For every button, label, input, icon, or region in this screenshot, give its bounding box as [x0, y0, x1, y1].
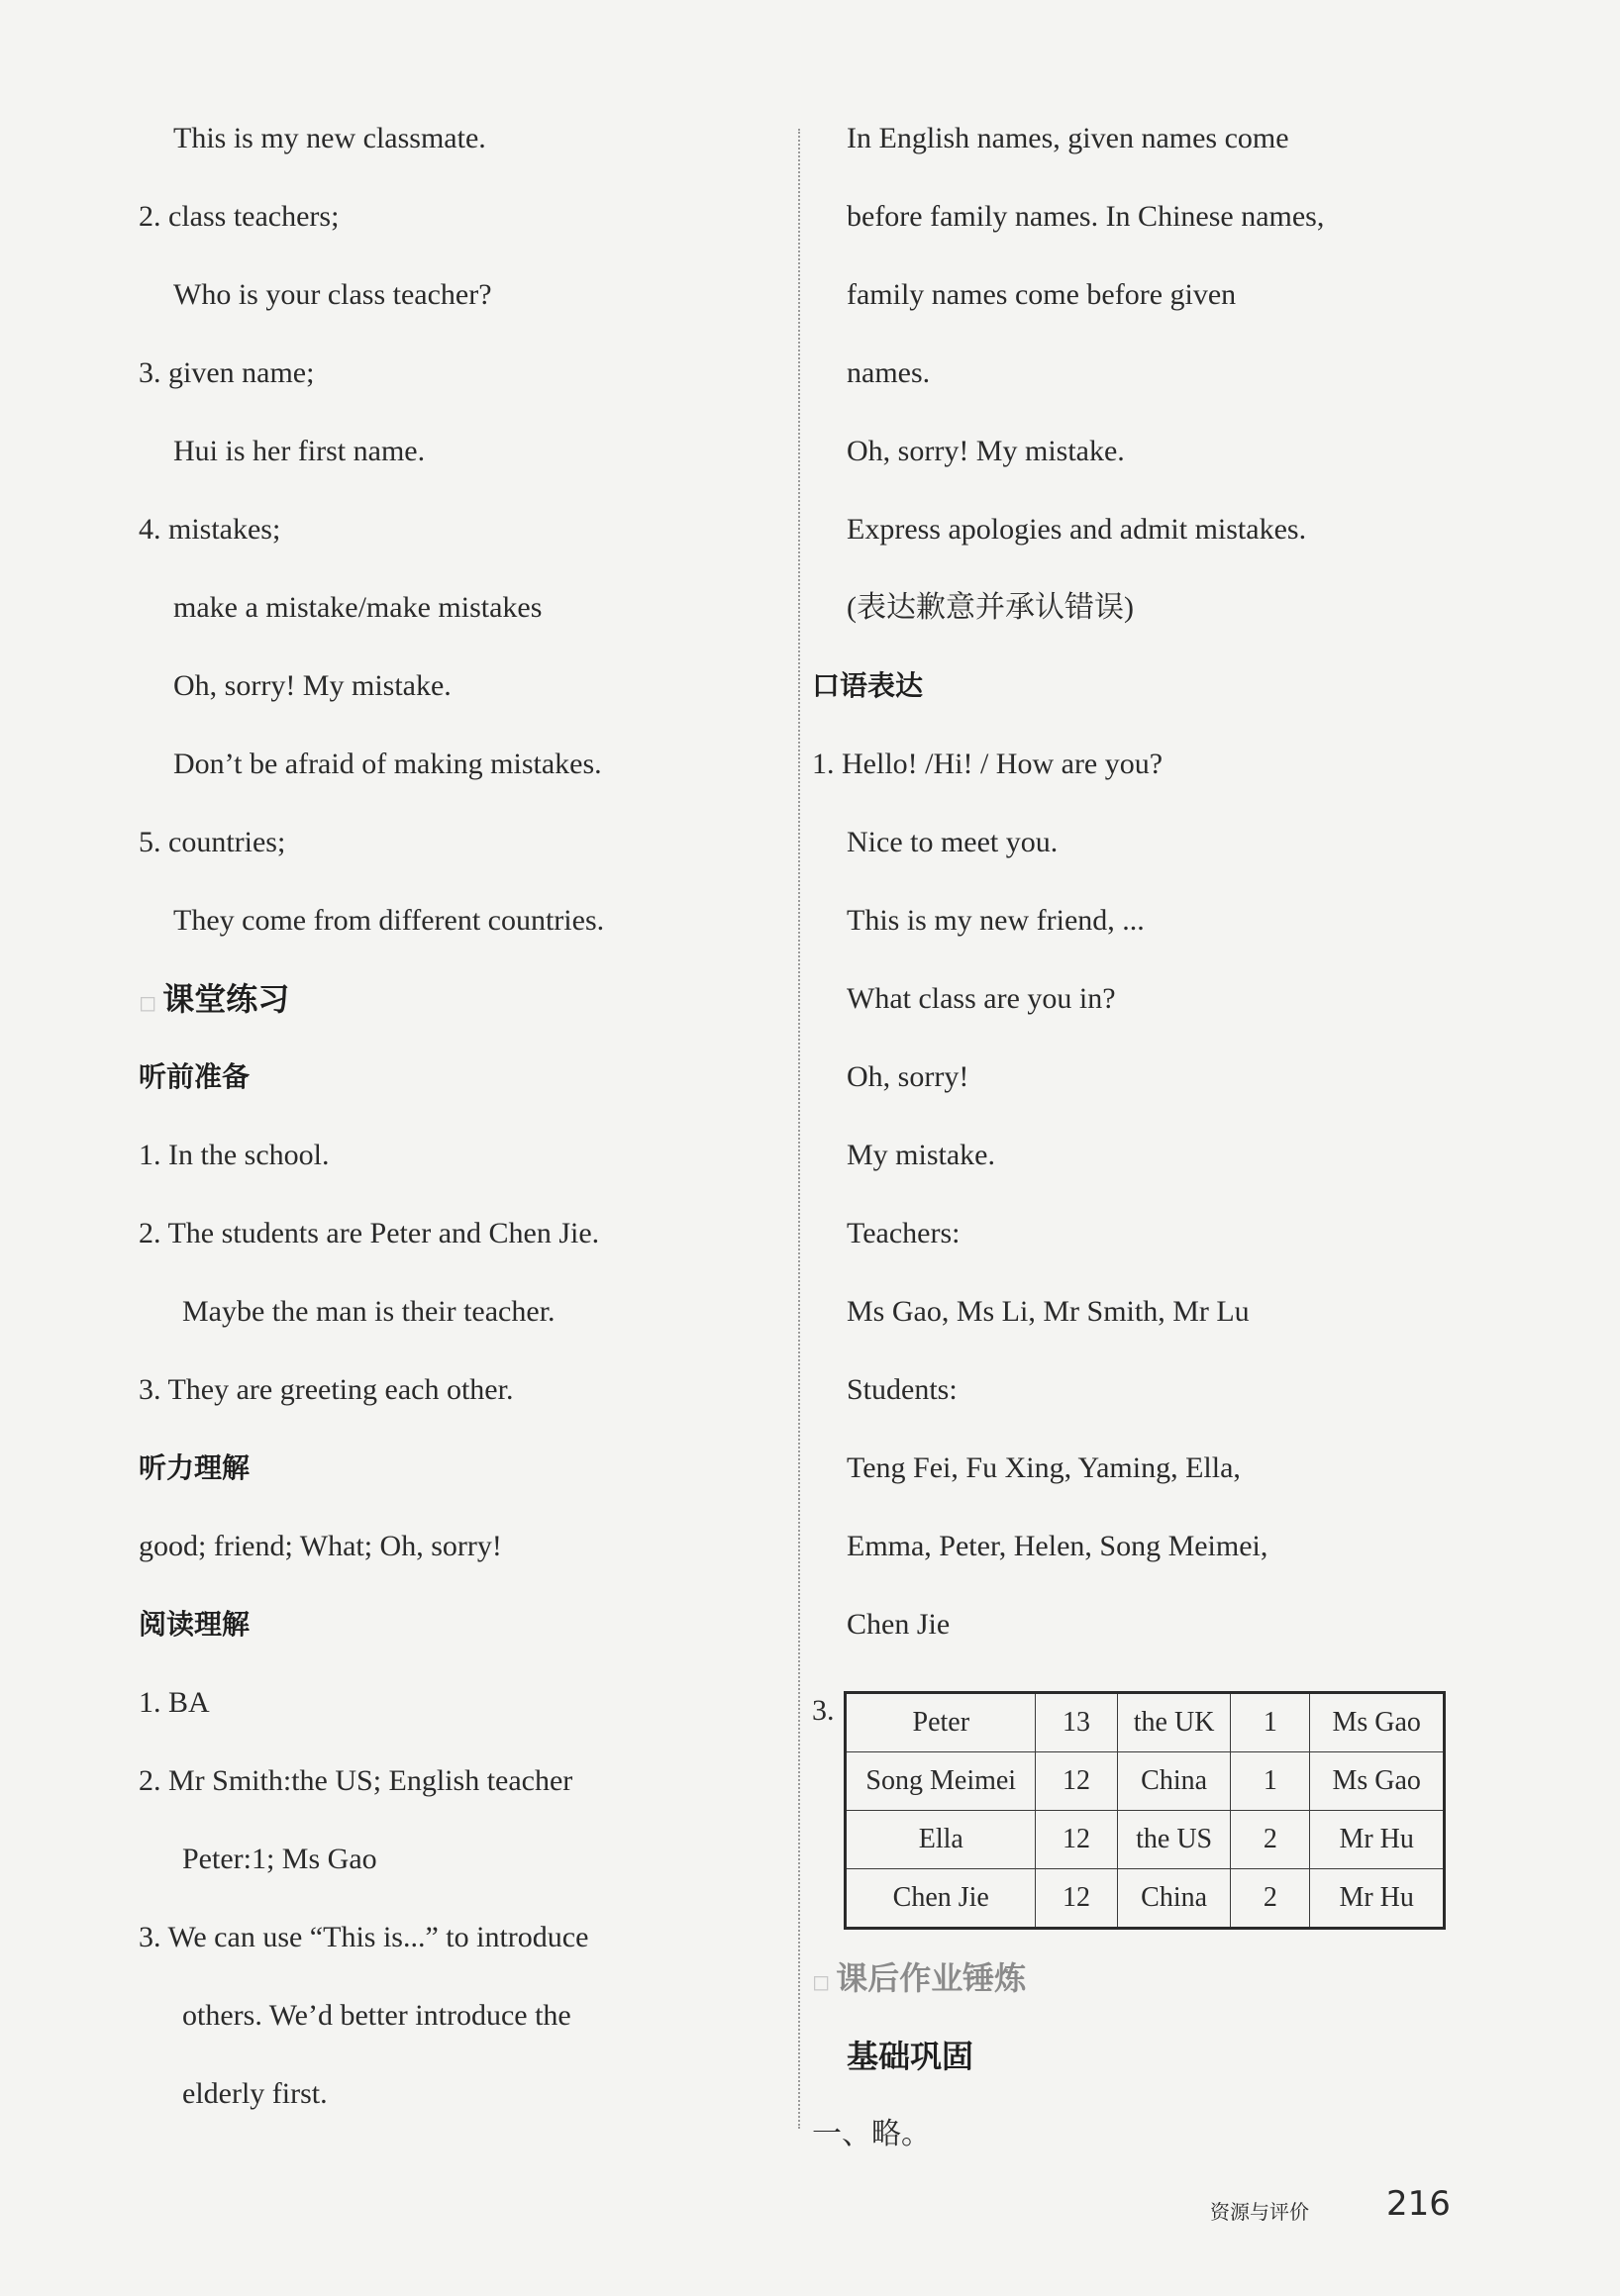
country-cell: China: [1117, 1869, 1230, 1929]
answer-table-block: [812, 1691, 1446, 1958]
name-cell: Chen Jie: [846, 1869, 1036, 1929]
table-row: [846, 1693, 1445, 1752]
name-cell: Ella: [846, 1811, 1036, 1869]
class-cell: 1: [1231, 1693, 1310, 1752]
vocab-line: They come from different countries.: [173, 904, 605, 937]
answer-line: Chen Jie: [847, 1608, 951, 1641]
table-row: [846, 1869, 1445, 1929]
country-cell: the US: [1117, 1811, 1230, 1869]
vocab-line: 2. class teachers;: [139, 200, 340, 233]
vocab-line: 4. mistakes;: [139, 513, 281, 546]
text-line: before family names. In Chinese names,: [847, 200, 1325, 233]
subsection-title-basics: 基础巩固: [847, 2038, 974, 2075]
answer-line: 3. They are greeting each other.: [139, 1373, 514, 1406]
answer-line: Teachers:: [847, 1217, 961, 1249]
table-number: 3.: [812, 1694, 835, 1727]
vocab-line: Oh, sorry! My mistake.: [173, 669, 452, 702]
table-row: [846, 1752, 1445, 1811]
answer-line: This is my new friend, ...: [847, 904, 1145, 937]
answer-line: Nice to meet you.: [847, 826, 1059, 858]
right-column: [812, 119, 1446, 2193]
teacher-cell: Ms Gao: [1310, 1693, 1445, 1752]
answer-line: 2. Mr Smith:the US; English teacher: [139, 1764, 573, 1797]
section-title-homework: [812, 1958, 1446, 2037]
vocab-line: This is my new classmate.: [173, 122, 486, 154]
section-title-classroom-practice: [139, 979, 792, 1057]
age-cell: 12: [1036, 1752, 1118, 1811]
country-cell: the UK: [1117, 1693, 1230, 1752]
answer-line: Students:: [847, 1373, 958, 1406]
answer-line: 2. The students are Peter and Chen Jie.: [139, 1217, 600, 1249]
subsection-title-oral-expression: 口语表达: [812, 669, 924, 702]
vocab-line: Don’t be afraid of making mistakes.: [173, 748, 602, 780]
answer-line: 3. We can use “This is...” to introduce: [139, 1921, 589, 1953]
age-cell: 12: [1036, 1869, 1118, 1929]
text-line: Oh, sorry! My mistake.: [847, 435, 1125, 467]
answer-line: Peter:1; Ms Gao: [182, 1843, 377, 1875]
vocab-line: Who is your class teacher?: [173, 278, 492, 311]
answer-line: 1. BA: [139, 1686, 210, 1719]
vocab-line: make a mistake/make mistakes: [173, 591, 543, 624]
class-cell: 2: [1231, 1811, 1310, 1869]
answer-line: Maybe the man is their teacher.: [182, 1295, 556, 1328]
answer-line: 一、略。: [812, 2118, 931, 2150]
subsection-title-reading: 阅读理解: [139, 1608, 251, 1641]
text-line: Express apologies and admit mistakes.: [847, 513, 1307, 546]
teacher-cell: Mr Hu: [1310, 1869, 1445, 1929]
answer-table: [844, 1691, 1446, 1930]
column-divider: [798, 129, 800, 2129]
answer-line: 1. Hello! /Hi! / How are you?: [812, 748, 1164, 780]
answer-line: Ms Gao, Ms Li, Mr Smith, Mr Lu: [847, 1295, 1250, 1328]
answer-line: 1. In the school.: [139, 1139, 330, 1171]
left-column: [139, 119, 792, 2152]
answer-line: Teng Fei, Fu Xing, Yaming, Ella,: [847, 1451, 1241, 1484]
country-cell: China: [1117, 1752, 1230, 1811]
text-line: (表达歉意并承认错误): [847, 591, 1134, 624]
age-cell: 13: [1036, 1693, 1118, 1752]
section-title-text: 课堂练习: [162, 980, 290, 1018]
vocab-line: 3. given name;: [139, 356, 315, 389]
age-cell: 12: [1036, 1811, 1118, 1869]
answer-line: Emma, Peter, Helen, Song Meimei,: [847, 1530, 1268, 1562]
section-marker-icon: ◻: [812, 1970, 831, 1995]
vocab-line: 5. countries;: [139, 826, 286, 858]
teacher-cell: Ms Gao: [1310, 1752, 1445, 1811]
answer-line: others. We’d better introduce the: [182, 1999, 571, 2032]
name-cell: Peter: [846, 1693, 1036, 1752]
subsection-title-pre-listening: 听前准备: [139, 1060, 251, 1093]
class-cell: 2: [1231, 1869, 1310, 1929]
answer-line: Oh, sorry!: [847, 1060, 969, 1093]
text-line: family names come before given: [847, 278, 1237, 311]
answer-line: What class are you in?: [847, 982, 1116, 1015]
class-cell: 1: [1231, 1752, 1310, 1811]
section-title-text: 课后作业锤炼: [836, 1959, 1027, 1997]
answer-line: good; friend; What; Oh, sorry!: [139, 1530, 502, 1562]
vocab-line: Hui is her first name.: [173, 435, 426, 467]
page-number: 216: [1386, 2184, 1451, 2224]
subsection-title-listening: 听力理解: [139, 1451, 251, 1484]
section-marker-icon: ◻: [139, 991, 157, 1016]
table-row: [846, 1811, 1445, 1869]
answer-line: My mistake.: [847, 1139, 995, 1171]
teacher-cell: Mr Hu: [1310, 1811, 1445, 1869]
text-line: names.: [847, 356, 931, 389]
footer-label: 资源与评价: [1210, 2200, 1309, 2224]
answer-line: elderly first.: [182, 2077, 328, 2110]
text-line: In English names, given names come: [847, 122, 1289, 154]
name-cell: Song Meimei: [846, 1752, 1036, 1811]
